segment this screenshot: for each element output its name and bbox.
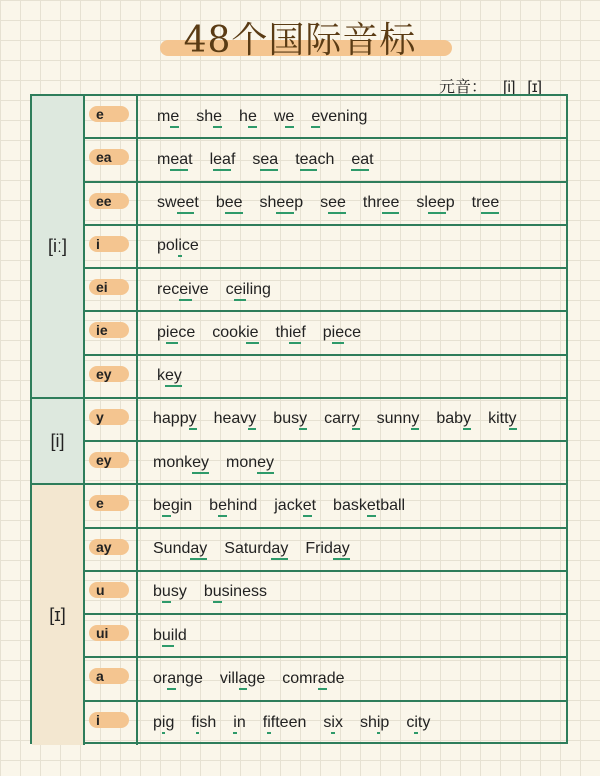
example-word: sunny <box>377 410 420 428</box>
highlighted-letters: y <box>248 410 256 430</box>
letter-cell <box>85 399 138 440</box>
highlighted-letters: ay <box>271 540 288 560</box>
letter-badge: ea <box>89 149 129 165</box>
example-word: Sunday <box>153 540 207 558</box>
example-word: jacket <box>274 497 316 515</box>
letter-cell <box>85 356 138 397</box>
highlighted-letters: i <box>267 714 271 734</box>
example-word: thief <box>276 324 306 342</box>
highlighted-letters: y <box>299 410 307 430</box>
phoneme-group-cell: [i] <box>32 399 85 486</box>
highlighted-letters: u <box>213 583 222 603</box>
example-word: business <box>204 583 267 601</box>
highlighted-letters: ay <box>190 540 207 560</box>
highlighted-letters: ea <box>351 151 369 171</box>
highlighted-letters: y <box>189 410 197 430</box>
highlighted-letters: ee <box>225 194 243 214</box>
highlighted-letters: e <box>248 108 257 128</box>
highlighted-letters: ee <box>382 194 400 214</box>
highlighted-letters: e <box>311 108 320 128</box>
example-word: busy <box>273 410 307 428</box>
example-word: tree <box>472 194 500 212</box>
highlighted-letters: ee <box>276 194 294 214</box>
highlighted-letters: ey <box>192 454 209 474</box>
example-words <box>153 485 405 526</box>
example-word: key <box>157 367 182 385</box>
example-word: Friday <box>305 540 349 558</box>
example-word: police <box>157 237 199 255</box>
letter-badge: i <box>89 236 129 252</box>
example-word: fifteen <box>263 714 307 732</box>
example-word: Saturday <box>224 540 288 558</box>
letter-cell <box>85 96 138 137</box>
example-word: sheep <box>260 194 304 212</box>
example-word: sleep <box>416 194 454 212</box>
highlighted-letters: e <box>303 497 312 517</box>
example-word: orange <box>153 670 203 688</box>
example-word: me <box>157 108 179 126</box>
letter-badge: ui <box>89 625 129 641</box>
letter-cell <box>85 702 138 745</box>
highlighted-letters: ea <box>300 151 318 171</box>
example-word: receive <box>157 281 209 299</box>
example-word: money <box>226 454 274 472</box>
letter-badge: ee <box>89 193 129 209</box>
spelling-row <box>85 96 566 139</box>
spelling-row <box>85 183 566 226</box>
phonetic-table <box>30 94 568 744</box>
highlighted-letters: u <box>162 583 171 603</box>
highlighted-letters: e <box>162 497 171 517</box>
highlighted-letters: ie <box>332 324 344 344</box>
vowel-label: 元音： <box>438 79 487 96</box>
example-word: kitty <box>488 410 516 428</box>
example-word: behind <box>209 497 257 515</box>
example-word: ceiling <box>226 281 271 299</box>
highlighted-letters: a <box>318 670 327 690</box>
highlighted-letters: ea <box>260 151 278 171</box>
spelling-row <box>85 702 566 745</box>
example-word: begin <box>153 497 192 515</box>
highlighted-letters: e <box>367 497 376 517</box>
highlighted-letters: y <box>411 410 419 430</box>
example-words <box>157 183 499 224</box>
example-word: leaf <box>210 151 236 169</box>
highlighted-letters: i <box>233 714 237 734</box>
letter-badge: e <box>89 106 129 122</box>
letter-cell <box>85 269 138 310</box>
example-word: piece <box>323 324 361 342</box>
letter-badge: u <box>89 582 129 598</box>
example-word: piece <box>157 324 195 342</box>
highlighted-letters: a <box>167 670 176 690</box>
highlighted-letters: i <box>162 714 166 734</box>
highlighted-letters: y <box>463 410 471 430</box>
example-words <box>153 399 517 440</box>
highlighted-letters: e <box>170 108 179 128</box>
example-words <box>157 356 182 397</box>
example-word: pig <box>153 714 174 732</box>
example-word: build <box>153 627 187 645</box>
highlighted-letters: ie <box>166 324 178 344</box>
example-word: sea <box>252 151 278 169</box>
highlighted-letters: i <box>414 714 418 734</box>
example-words <box>157 312 361 353</box>
letter-cell <box>85 485 138 526</box>
example-word: bee <box>216 194 243 212</box>
spelling-row <box>85 312 566 355</box>
highlighted-letters: ea <box>213 151 231 171</box>
highlighted-letters: i <box>196 714 200 734</box>
example-word: village <box>220 670 265 688</box>
letter-cell <box>85 139 138 180</box>
highlighted-letters: ey <box>165 367 182 387</box>
letter-badge: e <box>89 495 129 511</box>
example-word: three <box>363 194 399 212</box>
highlighted-letters: ea <box>170 151 188 171</box>
highlighted-letters: y <box>352 410 360 430</box>
letter-cell <box>85 442 138 483</box>
letter-badge: y <box>89 409 129 425</box>
highlighted-letters: e <box>218 497 227 517</box>
highlighted-letters: ei <box>234 281 246 301</box>
highlighted-letters: ie <box>289 324 301 344</box>
highlighted-letters: ee <box>328 194 346 214</box>
spelling-row <box>85 529 566 572</box>
spelling-row <box>85 269 566 312</box>
highlighted-letters: ie <box>246 324 258 344</box>
letter-badge: a <box>89 668 129 684</box>
example-words <box>153 615 187 656</box>
example-word: evening <box>311 108 367 126</box>
phoneme-group-cell: [iː] <box>32 96 85 399</box>
example-word: comrade <box>282 670 344 688</box>
example-word: eat <box>351 151 373 169</box>
letter-cell <box>85 572 138 613</box>
letter-badge: ei <box>89 279 129 295</box>
example-word: in <box>233 714 245 732</box>
highlighted-letters: i <box>377 714 381 734</box>
highlighted-letters: ey <box>257 454 274 474</box>
highlighted-letters: ui <box>162 627 174 647</box>
example-words <box>153 658 344 699</box>
highlighted-letters: e <box>285 108 294 128</box>
example-word: teach <box>295 151 334 169</box>
example-word: she <box>196 108 222 126</box>
highlighted-letters: ay <box>333 540 350 560</box>
letter-cell <box>85 529 138 570</box>
highlighted-letters: a <box>239 670 248 690</box>
example-words <box>153 572 267 613</box>
vowel-symbol: [ɪ] <box>527 79 542 96</box>
example-words <box>153 529 350 570</box>
example-word: city <box>406 714 430 732</box>
vowel-symbol: [i] <box>502 79 516 96</box>
spelling-row <box>85 356 566 399</box>
example-word: busy <box>153 583 187 601</box>
example-word: monkey <box>153 454 209 472</box>
spelling-row <box>85 139 566 182</box>
spelling-row <box>85 615 566 658</box>
spelling-row <box>85 442 566 485</box>
example-word: baby <box>436 410 471 428</box>
example-words <box>157 269 271 310</box>
letter-cell <box>85 312 138 353</box>
letter-badge: ay <box>89 539 129 555</box>
example-words <box>153 702 430 745</box>
highlighted-letters: ee <box>428 194 446 214</box>
letter-badge: ie <box>89 322 129 338</box>
example-words <box>157 96 367 137</box>
letter-badge: ey <box>89 452 129 468</box>
spelling-row <box>85 226 566 269</box>
title-area <box>0 18 600 68</box>
highlighted-letters: y <box>509 410 517 430</box>
highlighted-letters: e <box>213 108 222 128</box>
example-word: ship <box>360 714 389 732</box>
example-words <box>153 442 274 483</box>
example-word: we <box>274 108 294 126</box>
example-words <box>157 226 199 267</box>
phoneme-group-cell: [ɪ] <box>32 485 85 745</box>
page-title: 48个国际音标 <box>183 20 417 61</box>
example-word: fish <box>191 714 216 732</box>
example-word: sweet <box>157 194 199 212</box>
example-word: carry <box>324 410 360 428</box>
letter-cell <box>85 226 138 267</box>
letter-badge: ey <box>89 366 129 382</box>
letter-cell <box>85 615 138 656</box>
highlighted-letters: ei <box>179 281 191 301</box>
highlighted-letters: i <box>331 714 335 734</box>
letter-cell <box>85 183 138 224</box>
spelling-row <box>85 572 566 615</box>
example-word: see <box>320 194 346 212</box>
example-word: cookie <box>212 324 258 342</box>
highlighted-letters: ee <box>177 194 195 214</box>
example-word: he <box>239 108 257 126</box>
example-word: meat <box>157 151 193 169</box>
letter-badge: i <box>89 712 129 728</box>
spelling-row <box>85 399 566 442</box>
example-word: basketball <box>333 497 405 515</box>
example-word: six <box>323 714 343 732</box>
example-word: heavy <box>214 410 257 428</box>
example-word: happy <box>153 410 197 428</box>
spelling-row <box>85 485 566 528</box>
example-words <box>157 139 374 180</box>
letter-cell <box>85 658 138 699</box>
highlighted-letters: ee <box>481 194 499 214</box>
spelling-row <box>85 658 566 701</box>
highlighted-letters: i <box>178 237 182 257</box>
